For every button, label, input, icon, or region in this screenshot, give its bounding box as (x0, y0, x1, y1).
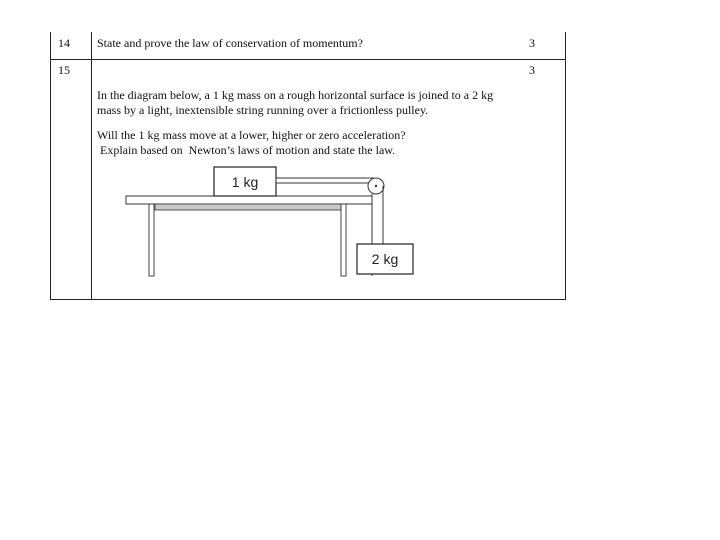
table-leg-left (149, 204, 154, 276)
question-14-text: State and prove the law of conservation of momentum? (97, 36, 363, 50)
row-divider (50, 59, 566, 60)
question-15-marks: 3 (529, 63, 535, 77)
table-top (126, 196, 372, 204)
question-14-marks: 3 (529, 36, 535, 50)
table-right-border (565, 32, 566, 300)
table-left-border (50, 32, 51, 300)
question-15-text (97, 88, 493, 158)
question-15-line-2: mass by a light, inextensible string running over a frictionless pulley. (97, 103, 429, 117)
mass-2kg-label: 2 kg (371, 251, 399, 267)
question-15-line-1: In the diagram below, a 1 kg mass on a rough horizontal surface is joined to a 2 kg (97, 88, 494, 102)
string-horizontal (276, 178, 373, 183)
question-table (50, 32, 566, 300)
question-15-line-3: Will the 1 kg mass move at a lower, higher or zero acceleration? (97, 128, 406, 142)
pulley-diagram (125, 162, 425, 280)
table-bottom-border (50, 299, 566, 300)
pulley-axle (375, 185, 377, 187)
table-apron (155, 204, 345, 210)
table-column-divider (91, 32, 92, 300)
mass-1kg-label: 1 kg (231, 174, 259, 190)
question-number-15: 15 (58, 63, 70, 77)
question-15-line-4: Explain based on Newton’s laws of motion and state the law. (97, 143, 396, 157)
table-leg-right (341, 204, 346, 276)
question-number-14: 14 (58, 36, 70, 50)
